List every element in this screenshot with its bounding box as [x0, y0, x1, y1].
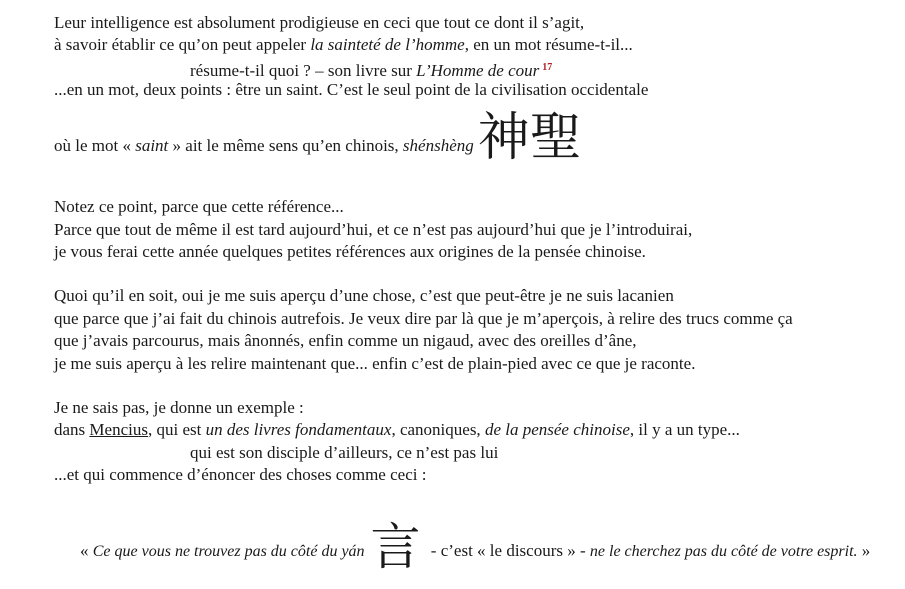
- book-title: L’Homme de cour: [416, 61, 540, 80]
- footnote-marker[interactable]: 17: [542, 62, 553, 73]
- text: où le mot «: [54, 136, 136, 155]
- quote-line: [80, 518, 871, 579]
- quote-italic-1: Ce que vous ne trouvez pas du côté du yán: [92, 543, 365, 560]
- text: , canoniques,: [391, 420, 485, 439]
- p3-line1: Quoi qu’il en soit, oui je me suis aperçu d’une chose, c’est que peut-être je ne suis lacanien: [54, 286, 674, 305]
- chinese-characters: 神聖: [477, 108, 582, 168]
- p2-line1: Notez ce point, parce que cette référence...: [54, 197, 344, 216]
- pinyin: shénshèng: [402, 136, 474, 155]
- italic-text: la sainteté de l’homme: [310, 35, 465, 54]
- chinese-character-yan: 言: [370, 518, 421, 576]
- p1-line2: [54, 34, 633, 56]
- p1-line4: ...en un mot, deux points : être un saint. C’est le seul point de la civilisation occidentale: [54, 80, 649, 99]
- p3-line4: je me suis aperçu à les relire maintenant que... enfin c’est de plain-pied avec ce que je raconte.: [54, 354, 696, 373]
- text: à savoir établir ce qu’on peut appeler: [54, 35, 311, 54]
- italic-word: saint: [135, 136, 169, 155]
- italic-text: un des livres fondamentaux: [205, 420, 392, 439]
- p1-line5: [54, 108, 582, 174]
- quote-italic-2: ne le cherchez pas du côté de votre esprit.: [589, 543, 858, 560]
- p2-line3: je vous ferai cette année quelques petites références aux origines de la pensée chinoise.: [54, 242, 646, 261]
- p3-line2: que parce que j’ai fait du chinois autrefois. Je veux dire par là que je m’aperçois, à relire des trucs comme ça: [54, 309, 793, 328]
- quote-mid: - c’est « le discours » -: [426, 541, 590, 560]
- text: , qui est: [147, 420, 206, 439]
- p3-line3: que j’avais parcourus, mais ânonnés, enfin comme un nigaud, avec des oreilles d’âne,: [54, 331, 637, 350]
- text: résume-t-il quoi ? – son livre sur: [190, 61, 417, 80]
- p4-line2: [54, 419, 740, 441]
- p4-line1: Je ne sais pas, je donne un exemple :: [54, 398, 304, 417]
- text: , il y a un type...: [629, 420, 740, 439]
- p4-line4: ...et qui commence d’énoncer des choses comme ceci :: [54, 465, 427, 484]
- text: » ait le même sens qu’en chinois,: [168, 136, 403, 155]
- text: dans: [54, 420, 90, 439]
- quote-close: »: [857, 541, 871, 560]
- mencius-link[interactable]: Mencius: [89, 420, 148, 439]
- italic-text: de la pensée chinoise: [484, 420, 630, 439]
- p1-line1: Leur intelligence est absolument prodigieuse en ceci que tout ce dont il s’agit,: [54, 13, 585, 32]
- quote-open: «: [80, 541, 93, 560]
- text: , en un mot résume-t-il...: [464, 35, 633, 54]
- p4-line3: qui est son disciple d’ailleurs, ce n’est pas lui: [190, 443, 499, 462]
- p2-line2: Parce que tout de même il est tard aujourd’hui, et ce n’est pas aujourd’hui que je l’introduirai,: [54, 220, 693, 239]
